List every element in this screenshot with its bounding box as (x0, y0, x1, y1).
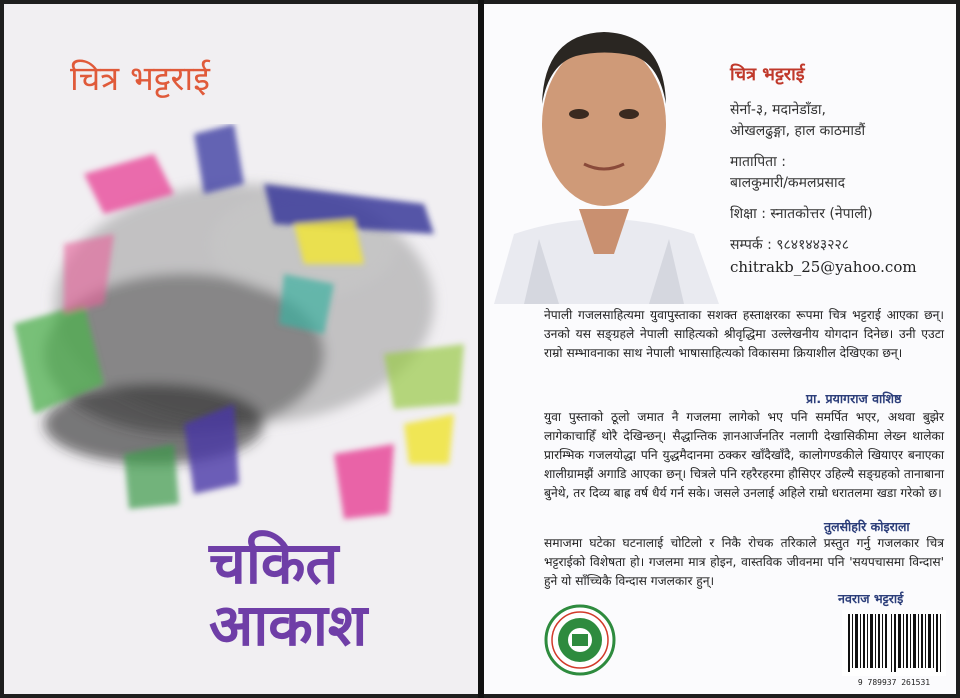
front-cover (4, 4, 478, 694)
book-title-line1: चकित (209, 529, 339, 597)
publisher-logo (544, 604, 616, 676)
book-title (209, 529, 469, 659)
reviewer-3: नवराज भट्टराई (838, 591, 904, 606)
review-paragraph-2: युवा पुस्ताको ठूलो जमात नै गजलमा लागेको भए पनि समर्पित भएर, अथवा बुझेर लागेकाचाहिँ थोरै देखिन्छन्। सैद्धान्तिक ज्ञानआर्जनतिर नलागी देखासिकीमा लेख्न थालेका प्रारम्भिक गजलयोद्धा पनि युद्धमैदानमा ठक्कर खाँदैखाँदै, कालोगण्डकीले खियाएर बनाएका शालीग्रामझैं अगाडि आएका छन्। चित्रले पनि रहरैरहरमा हौसिएर उहिल्यै सङ्ग्रहको तानाबाना बुनेथे, तर दिव्य बाह्र वर्ष धैर्य गर्न सके। जसले उनलाई अहिले राम्रो धरातलमा खडा गरेको छ। (544, 410, 944, 500)
book-title-line2: आकाश (209, 591, 368, 659)
reviewer-2: तुलसीहरि कोइराला (824, 519, 910, 534)
education-line: शिक्षा : स्नातकोत्तर (नेपाली) (730, 206, 873, 222)
author-portrait (484, 4, 724, 304)
parents-label: मातापिता : (730, 154, 786, 170)
author-info (730, 62, 950, 276)
review-paragraph-1: नेपाली गजलसाहित्यमा युवापुस्ताका सशक्त हस्ताक्षरका रूपमा चित्र भट्टराई आएका छन्। उनको यस सङ्ग्रहले नेपाली साहित्यको श्रीवृद्धिमा उल्लेखनीय योगदान दिनेछ। उनी एउटा राम्रो सम्भावनाका साथ नेपाली भाषासाहित्यको विकासमा क्रियाशील देखिएका छन्। (544, 308, 944, 360)
address-line-1: सेर्ना-३, मदानेडाँडा, (730, 102, 826, 118)
reviewer-1: प्रा. प्रयागराज वाशिष्ठ (806, 391, 902, 406)
back-cover (484, 4, 956, 694)
barcode-number: 9 789937 261531 (857, 678, 931, 687)
front-author-name: चित्र भट्टराई (70, 59, 210, 99)
address-line-2: ओखलढुङ्गा, हाल काठमाडौं (730, 123, 866, 139)
parents-names: बालकुमारी/कमलप्रसाद (730, 175, 846, 191)
contact-line: सम्पर्क : ९८४१४४३२२८ (730, 237, 850, 253)
review-paragraph-3: समाजमा घटेका घटनालाई चोटिलो र निकै रोचक तरिकाले प्रस्तुत गर्नु गजलकार चित्र भट्टराईको विशेषता हो। गजलमा मात्र होइन, वास्तविक जीवनमा पनि 'सयपचासमा विन्दास' हुने यो साँच्चिकै विन्दास गजलकार हुन्। (544, 536, 944, 588)
watercolor-artwork (4, 124, 478, 544)
author-name: चित्र भट्टराई (730, 64, 805, 85)
barcode (842, 610, 946, 676)
email-address: chitrakb_25@yahoo.com (730, 258, 917, 276)
